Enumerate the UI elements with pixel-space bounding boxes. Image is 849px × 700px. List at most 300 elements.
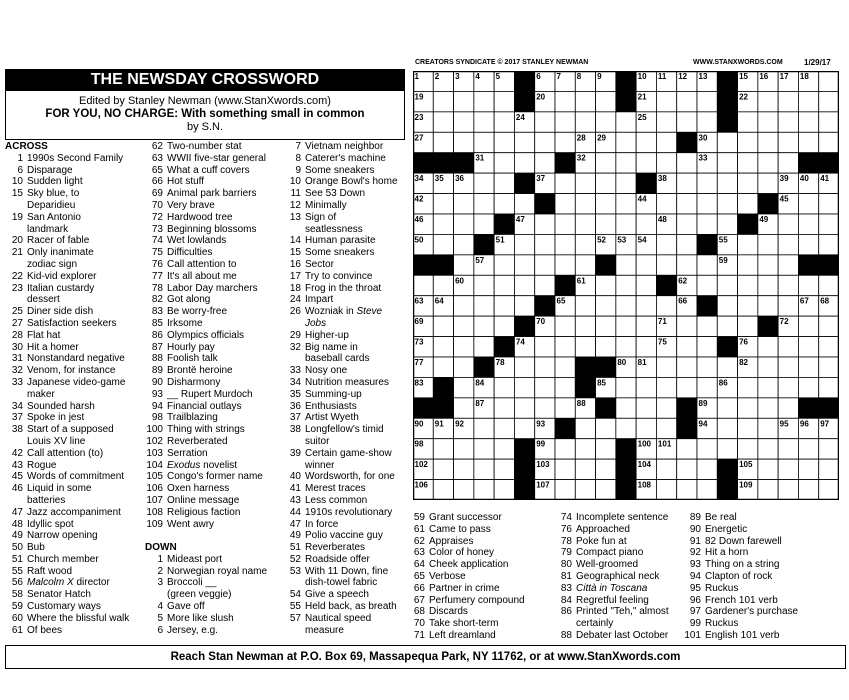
grid-cell[interactable]: [778, 214, 798, 234]
grid-cell[interactable]: [474, 296, 494, 316]
grid-number: 92: [455, 419, 464, 429]
grid-cell[interactable]: [717, 357, 737, 377]
grid-cell[interactable]: [433, 357, 453, 377]
grid-cell[interactable]: [494, 377, 514, 397]
grid-cell[interactable]: [636, 153, 656, 173]
grid-cell[interactable]: [474, 480, 494, 500]
grid-cell[interactable]: [656, 194, 676, 214]
grid-cell[interactable]: [616, 173, 636, 193]
grid-cell[interactable]: [697, 173, 717, 193]
clue-text: Nutrition measures: [305, 376, 389, 388]
grid-cell[interactable]: [758, 418, 778, 438]
grid-cell[interactable]: [636, 296, 656, 316]
grid-cell[interactable]: [738, 296, 758, 316]
grid-cell[interactable]: [494, 480, 514, 500]
grid-cell[interactable]: [535, 214, 555, 234]
grid-cell[interactable]: [616, 112, 636, 132]
grid-cell[interactable]: [819, 234, 839, 254]
grid-cell[interactable]: [616, 377, 636, 397]
grid-cell[interactable]: [778, 132, 798, 152]
clue: [283, 589, 413, 601]
grid-cell[interactable]: [596, 337, 616, 357]
clue-text: Ruckus: [705, 618, 739, 630]
grid-cell[interactable]: [798, 316, 818, 336]
grid-cell[interactable]: [494, 275, 514, 295]
grid-cell[interactable]: [738, 377, 758, 397]
grid-cell[interactable]: [636, 275, 656, 295]
grid-cell[interactable]: [555, 112, 575, 132]
grid-cell[interactable]: [555, 255, 575, 275]
grid-cell[interactable]: [778, 153, 798, 173]
grid-cell[interactable]: [596, 173, 616, 193]
grid-cell[interactable]: [758, 439, 778, 459]
grid-cell[interactable]: [514, 153, 534, 173]
grid-cell[interactable]: [514, 275, 534, 295]
clue-number: 101: [684, 629, 701, 641]
grid-cell[interactable]: [514, 357, 534, 377]
grid-cell[interactable]: [474, 275, 494, 295]
grid-cell[interactable]: [454, 439, 474, 459]
grid-cell[interactable]: [494, 153, 514, 173]
grid-cell[interactable]: [819, 194, 839, 214]
grid-cell[interactable]: [575, 255, 595, 275]
grid-cell[interactable]: [494, 296, 514, 316]
grid-cell[interactable]: [575, 316, 595, 336]
grid-cell[interactable]: [798, 112, 818, 132]
grid-cell[interactable]: [474, 214, 494, 234]
grid-cell[interactable]: [514, 255, 534, 275]
grid-cell[interactable]: [616, 296, 636, 316]
grid-cell[interactable]: [575, 439, 595, 459]
grid-cell[interactable]: [738, 316, 758, 336]
clue-number: 75: [151, 247, 163, 259]
grid-cell[interactable]: [474, 194, 494, 214]
grid-cell[interactable]: [656, 296, 676, 316]
grid-cell[interactable]: [575, 112, 595, 132]
clue-number: 51: [11, 553, 23, 565]
grid-cell[interactable]: [778, 459, 798, 479]
grid-cell[interactable]: [616, 132, 636, 152]
grid-cell[interactable]: [454, 398, 474, 418]
grid-cell[interactable]: [494, 112, 514, 132]
grid-cell[interactable]: [798, 377, 818, 397]
grid-cell[interactable]: [555, 91, 575, 111]
grid-cell[interactable]: [798, 234, 818, 254]
grid-cell[interactable]: [514, 132, 534, 152]
grid-cell[interactable]: [677, 337, 697, 357]
grid-cell[interactable]: [697, 91, 717, 111]
clue-number: 86: [151, 329, 163, 341]
grid-cell[interactable]: [697, 459, 717, 479]
grid-cell[interactable]: [596, 112, 616, 132]
grid-cell[interactable]: [433, 194, 453, 214]
grid-cell[interactable]: [656, 398, 676, 418]
grid-cell[interactable]: [798, 132, 818, 152]
grid-cell[interactable]: [697, 275, 717, 295]
grid-cell[interactable]: [778, 480, 798, 500]
grid-cell[interactable]: [758, 112, 778, 132]
grid-cell[interactable]: [555, 337, 575, 357]
grid-cell[interactable]: [697, 112, 717, 132]
grid-cell[interactable]: [474, 439, 494, 459]
grid-cell[interactable]: [738, 234, 758, 254]
grid-cell[interactable]: [738, 275, 758, 295]
grid-cell[interactable]: [677, 234, 697, 254]
grid-cell[interactable]: [758, 480, 778, 500]
grid-cell[interactable]: [616, 275, 636, 295]
grid-cell[interactable]: [677, 255, 697, 275]
grid-cell[interactable]: [474, 91, 494, 111]
grid-cell[interactable]: [636, 398, 656, 418]
grid-cell[interactable]: [738, 439, 758, 459]
grid-cell[interactable]: [778, 275, 798, 295]
grid-cell[interactable]: [535, 255, 555, 275]
grid-cell[interactable]: [433, 316, 453, 336]
grid-cell[interactable]: [738, 194, 758, 214]
grid-cell[interactable]: [819, 91, 839, 111]
grid-cell[interactable]: [616, 316, 636, 336]
grid-cell[interactable]: [616, 194, 636, 214]
grid-cell[interactable]: [738, 132, 758, 152]
grid-cell[interactable]: [697, 337, 717, 357]
grid-cell[interactable]: [514, 234, 534, 254]
grid-cell[interactable]: [616, 153, 636, 173]
grid-cell[interactable]: [778, 398, 798, 418]
grid-cell[interactable]: [454, 337, 474, 357]
grid-cell[interactable]: [474, 337, 494, 357]
grid-cell[interactable]: [575, 296, 595, 316]
grid-cell[interactable]: [717, 194, 737, 214]
grid-cell[interactable]: [575, 194, 595, 214]
grid-cell[interactable]: [575, 337, 595, 357]
grid-cell[interactable]: [717, 296, 737, 316]
grid-cell[interactable]: [494, 439, 514, 459]
grid-cell[interactable]: [717, 153, 737, 173]
grid-cell[interactable]: [636, 418, 656, 438]
grid-cell[interactable]: [494, 132, 514, 152]
grid-cell[interactable]: [433, 480, 453, 500]
grid-cell[interactable]: [636, 377, 656, 397]
grid-cell[interactable]: [819, 337, 839, 357]
clue: [683, 583, 843, 595]
grid-cell[interactable]: [596, 480, 616, 500]
grid-cell[interactable]: [798, 337, 818, 357]
grid-cell[interactable]: [535, 132, 555, 152]
clue: [145, 165, 285, 177]
grid-cell[interactable]: [697, 480, 717, 500]
grid-cell[interactable]: [494, 316, 514, 336]
grid-cell[interactable]: [738, 173, 758, 193]
grid-cell[interactable]: [656, 377, 676, 397]
grid-cell[interactable]: [494, 255, 514, 275]
grid-cell[interactable]: [819, 459, 839, 479]
grid-cell[interactable]: [758, 132, 778, 152]
grid-cell[interactable]: [758, 173, 778, 193]
grid-cell[interactable]: [514, 377, 534, 397]
grid-cell[interactable]: [555, 173, 575, 193]
grid-cell[interactable]: [514, 418, 534, 438]
grid-cell[interactable]: [535, 377, 555, 397]
grid-cell[interactable]: [677, 316, 697, 336]
grid-cell[interactable]: [778, 296, 798, 316]
grid-cell[interactable]: [616, 418, 636, 438]
grid-cell[interactable]: [819, 480, 839, 500]
grid-cell[interactable]: [616, 214, 636, 234]
grid-cell[interactable]: [575, 234, 595, 254]
grid-cell[interactable]: [819, 132, 839, 152]
grid-cell[interactable]: [798, 439, 818, 459]
grid-cell[interactable]: [474, 173, 494, 193]
grid-cell[interactable]: [433, 439, 453, 459]
grid-cell[interactable]: [778, 439, 798, 459]
grid-cell[interactable]: [656, 459, 676, 479]
grid-cell[interactable]: [798, 459, 818, 479]
grid-cell[interactable]: [474, 316, 494, 336]
grid-cell[interactable]: [596, 91, 616, 111]
grid-cell[interactable]: [717, 275, 737, 295]
grid-cell[interactable]: [656, 153, 676, 173]
grid-cell[interactable]: [555, 214, 575, 234]
grid-cell[interactable]: [535, 153, 555, 173]
grid-cell[interactable]: [535, 234, 555, 254]
grid-cell[interactable]: [433, 459, 453, 479]
grid-cell[interactable]: [778, 112, 798, 132]
grid-cell[interactable]: [494, 173, 514, 193]
grid-cell[interactable]: [758, 357, 778, 377]
grid-cell[interactable]: [454, 214, 474, 234]
grid-cell[interactable]: [798, 91, 818, 111]
grid-cell[interactable]: [535, 275, 555, 295]
grid-cell[interactable]: [555, 377, 575, 397]
grid-cell[interactable]: [656, 112, 676, 132]
grid-cell[interactable]: [454, 91, 474, 111]
grid-cell[interactable]: [697, 214, 717, 234]
grid-cell[interactable]: [677, 480, 697, 500]
grid-cell[interactable]: [677, 377, 697, 397]
clue: [5, 188, 145, 200]
grid-cell[interactable]: [677, 214, 697, 234]
grid-cell[interactable]: [535, 357, 555, 377]
grid-cell[interactable]: [494, 459, 514, 479]
clue: [5, 460, 145, 472]
grid-cell[interactable]: [433, 234, 453, 254]
grid-cell[interactable]: [677, 91, 697, 111]
grid-cell[interactable]: [555, 480, 575, 500]
grid-cell[interactable]: [454, 316, 474, 336]
grid-cell[interactable]: [758, 377, 778, 397]
grid-cell[interactable]: [819, 357, 839, 377]
grid-cell[interactable]: [677, 112, 697, 132]
grid-cell[interactable]: [819, 439, 839, 459]
grid-cell[interactable]: [738, 398, 758, 418]
grid-cell[interactable]: [778, 337, 798, 357]
grid-cell[interactable]: [758, 255, 778, 275]
grid-cell[interactable]: [575, 459, 595, 479]
grid-cell[interactable]: [555, 398, 575, 418]
grid-cell[interactable]: [596, 418, 616, 438]
grid-cell[interactable]: [494, 194, 514, 214]
grid-cell[interactable]: [454, 255, 474, 275]
grid-cell[interactable]: [454, 132, 474, 152]
grid-cell[interactable]: [677, 194, 697, 214]
grid-cell[interactable]: [758, 275, 778, 295]
grid-cell[interactable]: [717, 173, 737, 193]
grid-cell[interactable]: [454, 480, 474, 500]
grid-cell[interactable]: [454, 112, 474, 132]
grid-cell[interactable]: [758, 91, 778, 111]
grid-cell[interactable]: [454, 377, 474, 397]
grid-cell[interactable]: [677, 153, 697, 173]
grid-cell[interactable]: [454, 234, 474, 254]
grid-cell[interactable]: [656, 357, 676, 377]
grid-cell[interactable]: [514, 296, 534, 316]
grid-cell[interactable]: [697, 255, 717, 275]
grid-cell[interactable]: [798, 357, 818, 377]
grid-cell[interactable]: [433, 275, 453, 295]
grid-cell[interactable]: [656, 480, 676, 500]
grid-cell[interactable]: [433, 214, 453, 234]
grid-cell[interactable]: [596, 153, 616, 173]
grid-cell[interactable]: [494, 91, 514, 111]
grid-cell[interactable]: [494, 418, 514, 438]
grid-cell[interactable]: [717, 132, 737, 152]
grid-cell[interactable]: [535, 112, 555, 132]
grid-cell[interactable]: [596, 459, 616, 479]
grid-cell[interactable]: [575, 418, 595, 438]
grid-cell[interactable]: [798, 480, 818, 500]
clue-text: 82 Down farewell: [705, 535, 782, 547]
clue: [283, 495, 413, 507]
grid-cell[interactable]: [555, 194, 575, 214]
grid-cell[interactable]: [656, 234, 676, 254]
grid-cell[interactable]: [697, 316, 717, 336]
grid-cell[interactable]: [575, 480, 595, 500]
grid-cell[interactable]: [535, 337, 555, 357]
grid-cell[interactable]: [616, 398, 636, 418]
grid-cell[interactable]: [717, 214, 737, 234]
grid-cell[interactable]: [454, 459, 474, 479]
grid-cell[interactable]: [616, 337, 636, 357]
grid-cell[interactable]: [717, 439, 737, 459]
grid-cell[interactable]: [819, 275, 839, 295]
grid-cell[interactable]: [778, 91, 798, 111]
grid-cell[interactable]: [697, 377, 717, 397]
grid-cell[interactable]: [738, 418, 758, 438]
grid-cell[interactable]: [474, 418, 494, 438]
grid-cell[interactable]: [697, 357, 717, 377]
grid-cell[interactable]: [454, 194, 474, 214]
grid-cell[interactable]: [575, 173, 595, 193]
grid-cell[interactable]: [555, 439, 575, 459]
grid-cell[interactable]: [555, 132, 575, 152]
grid-cell[interactable]: [798, 275, 818, 295]
grid-cell[interactable]: [798, 214, 818, 234]
grid-cell[interactable]: [474, 459, 494, 479]
grid-cell[interactable]: [819, 377, 839, 397]
grid-cell[interactable]: [636, 132, 656, 152]
clue-number: 55: [289, 601, 301, 613]
grid-cell[interactable]: [758, 459, 778, 479]
grid-cell[interactable]: [717, 398, 737, 418]
grid-cell[interactable]: [575, 214, 595, 234]
grid-cell[interactable]: [819, 316, 839, 336]
grid-cell[interactable]: [575, 91, 595, 111]
grid-cell[interactable]: [656, 418, 676, 438]
grid-cell[interactable]: [596, 214, 616, 234]
grid-cell[interactable]: [819, 71, 839, 91]
grid-cell[interactable]: [656, 255, 676, 275]
clue-number: 3: [157, 577, 163, 589]
grid-cell[interactable]: [738, 255, 758, 275]
grid-cell[interactable]: [413, 275, 433, 295]
grid-cell[interactable]: [778, 255, 798, 275]
grid-cell[interactable]: [778, 357, 798, 377]
grid-cell[interactable]: [758, 296, 778, 316]
grid-cell[interactable]: [433, 91, 453, 111]
grid-cell[interactable]: [514, 398, 534, 418]
grid-cell[interactable]: [555, 357, 575, 377]
grid-cell[interactable]: [494, 398, 514, 418]
grid-cell[interactable]: [656, 132, 676, 152]
grid-cell[interactable]: [717, 418, 737, 438]
grid-cell[interactable]: [758, 398, 778, 418]
grid-cell[interactable]: [555, 459, 575, 479]
grid-cell[interactable]: [717, 316, 737, 336]
grid-cell[interactable]: [778, 377, 798, 397]
grid-cell[interactable]: [636, 337, 656, 357]
grid-cell[interactable]: [738, 153, 758, 173]
clue-text: Animal park barriers: [167, 188, 257, 200]
grid-cell[interactable]: [454, 357, 474, 377]
grid-cell[interactable]: [636, 316, 656, 336]
grid-cell[interactable]: [758, 337, 778, 357]
grid-cell[interactable]: [596, 316, 616, 336]
grid-cell[interactable]: [433, 112, 453, 132]
grid-cell[interactable]: [758, 153, 778, 173]
grid-cell[interactable]: [555, 234, 575, 254]
grid-cell[interactable]: [596, 275, 616, 295]
grid-cell[interactable]: [677, 459, 697, 479]
grid-cell[interactable]: [656, 91, 676, 111]
grid-cell[interactable]: [474, 132, 494, 152]
grid-cell[interactable]: [514, 194, 534, 214]
grid-cell[interactable]: [636, 214, 656, 234]
grid-cell[interactable]: [474, 112, 494, 132]
grid-cell[interactable]: [454, 296, 474, 316]
grid-cell[interactable]: [798, 194, 818, 214]
grid-cell[interactable]: [677, 357, 697, 377]
grid-cell[interactable]: [819, 112, 839, 132]
grid-cell[interactable]: [596, 296, 616, 316]
grid-cell[interactable]: [697, 439, 717, 459]
grid-cell[interactable]: [677, 439, 697, 459]
clue: [283, 519, 413, 531]
grid-cell[interactable]: [616, 255, 636, 275]
grid-cell[interactable]: [697, 194, 717, 214]
grid-cell[interactable]: [433, 337, 453, 357]
grid-cell[interactable]: [738, 112, 758, 132]
grid-cell[interactable]: [596, 439, 616, 459]
grid-cell[interactable]: [555, 316, 575, 336]
grid-cell[interactable]: [433, 132, 453, 152]
grid-cell[interactable]: [778, 234, 798, 254]
grid-cell[interactable]: [819, 214, 839, 234]
grid-cell[interactable]: [758, 234, 778, 254]
grid-cell[interactable]: [636, 255, 656, 275]
grid-cell[interactable]: [677, 173, 697, 193]
grid-cell[interactable]: [535, 398, 555, 418]
grid-cell[interactable]: [596, 194, 616, 214]
